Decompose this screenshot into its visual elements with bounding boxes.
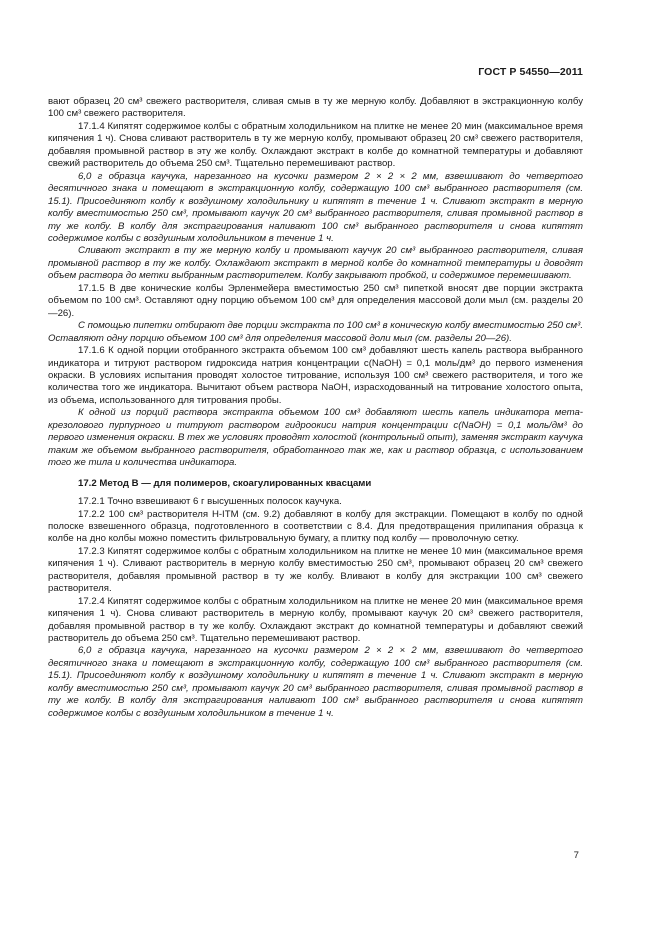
paragraph-17-2-2: 17.2.2 100 см³ растворителя Н-ITM (см. 9.2) добавляют в колбу для экстракции. Помещают в колбу по одной полоске взвешенного образца, подготовленного в соответствии с 8.4. Для предотвращения прилипания образца к колбе на дно колбы можно поместить фильтровальную бумагу, а плитку под колбу — проволочную сетку. <box>48 508 583 545</box>
paragraph-italic-sample-prep-2: 6,0 г образца каучука, нарезанного на кусочки размером 2 × 2 × 2 мм, взвешивают до четвертого десятичного знака и помещают в экстракционную колбу, содержащую 100 см³ выбранного растворителя (см. 15.1). Присоединяют колбу к воздушному холодильнику и кипятят в течение 1 ч. Сливают экстракт в мерную колбу вместимостью 250 см³, промывают каучук 20 см³ выбранного растворителя, сливая промывной раствор в ту же колбу. В колбу для экстрагирования наливают 100 см³ выбранного растворителя и снова кипятят содержимое колбы с воздушным холодильником в течение 1 ч. <box>48 645 583 719</box>
document-id-header: ГОСТ Р 54550—2011 <box>478 66 583 78</box>
paragraph-17-2-1: 17.2.1 Точно взвешивают 6 г высушенных полосок каучука. <box>78 496 342 508</box>
section-heading-17-2: 17.2 Метод В — для полимеров, скоагулированных квасцами <box>78 477 372 489</box>
paragraph-17-2-4: 17.2.4 Кипятят содержимое колбы с обратным холодильником на плитке не менее 20 мин (максимальное время кипячения 1 ч). Снова сливают растворитель в мерную колбу, промывают каучук 20 см³ свежего растворителя, добавляя промывной раствор в ту же колбу. Охлаждают экстракт до комнатной температуры и добавляют свежий растворитель до объема 250 см³. Тщательно перемешивают раствор. <box>48 595 583 645</box>
paragraph-continuation: вают образец 20 см³ свежего растворителя, сливая смыв в ту же мерную колбу. Добавляют в экстракционную колбу 100 см³ свежего растворителя. <box>48 96 583 120</box>
paragraph-italic-drain-extract: Сливают экстракт в ту же мерную колбу и промывают каучук 20 см³ выбранного растворителя, сливая промывной раствор в ту же колбу. Охлаждают экстракт в мерной колбе до комнатной температуры и доводят объем раствора до метки выбранным растворителем. Колбу закрывают пробкой, и содержимое перемешивают. <box>48 245 583 282</box>
document-body <box>48 96 583 720</box>
paragraph-17-1-5: 17.1.5 В две конические колбы Эрленмейера вместимостью 250 см³ пипеткой вносят две порции экстракта объемом по 100 см³. Оставляют одну порцию объемом 100 см³ для определения массовой доли мыл (см. разделы 20—26). <box>48 282 583 319</box>
paragraph-17-2-3: 17.2.3 Кипятят содержимое колбы с обратным холодильником на плитке не менее 10 мин (максимальное время кипячения 1 ч). Сливают растворитель в мерную колбу вместимостью 250 см³, промывают образец 20 см³ свежего растворителя, добавляя промывной раствор в ту же колбу. Вливают в колбу для экстракции 100 см³ свежего растворителя. <box>48 545 583 595</box>
paragraph-italic-sample-prep: 6,0 г образца каучука, нарезанного на кусочки размером 2 × 2 × 2 мм, взвешивают до четвертого десятичного знака и помещают в экстракционную колбу, содержащую 100 см³ выбранного растворителя (см. 15.1). Присоединяют колбу к воздушному холодильнику и кипятят в течение 1 ч. Сливают экстракт в мерную колбу вместимостью 250 см³, промывают каучук 20 см³ выбранного растворителя, сливая промывной раствор в ту же колбу. В колбу для экстрагирования наливают 100 см³ выбранного растворителя и снова кипятят содержимое колбы с воздушным холодильником в течение 1 ч. <box>48 170 583 244</box>
paragraph-italic-pipette: С помощью пипетки отбирают две порции экстракта по 100 см³ в коническую колбу вместимостью 250 см³. Оставляют одну порцию объемом 100 см³ для определения массовой доли мыл (см. разделы 20—26). <box>48 320 583 344</box>
paragraph-italic-indicator: К одной из порций раствора экстракта объемом 100 см³ добавляют шесть капель индикатора мета-крезолового пурпурного и титруют раствором гидроокиси натрия концентрации c(NaOH) = 0,1 моль/дм³ до первого изменения окраски. В тех же условиях проводят холостой (контрольный опыт), заменяя экстракт каучука таким же объемом выбранного растворителя, обработанного так же, как и раствор образца, с использованием того же тила и количества индикатора. <box>48 407 583 469</box>
paragraph-17-1-4: 17.1.4 Кипятят содержимое колбы с обратным холодильником на плитке не менее 20 мин (максимальное время кипячения 1 ч). Снова сливают растворитель в ту же мерную колбу, промывают образец 20 см³ свежего растворителя, добавляя промывной раствор в эту же колбу. Охлаждают экстракт в колбе до комнатной температуры и добавляют свежий растворитель до объема 250 см³. Тщательно перемешивают раствор. <box>48 120 583 170</box>
page-number: 7 <box>573 850 579 861</box>
paragraph-17-1-6: 17.1.6 К одной порции отобранного экстракта объемом 100 см³ добавляют шесть капель раствора выбранного индикатора и титруют раствором гидроксида натрия концентрации c(NaOH) = 0,1 моль/дм³ до первого изменения окраски. В условиях испытания проводят холостое титрование, используя 100 см³ свежего растворителя, и того же количества того же индикатора. Вычитают объем раствора NaOH, израсходованный на титрование холостого опыта, из объема, использованного для титрования пробы. <box>48 345 583 406</box>
